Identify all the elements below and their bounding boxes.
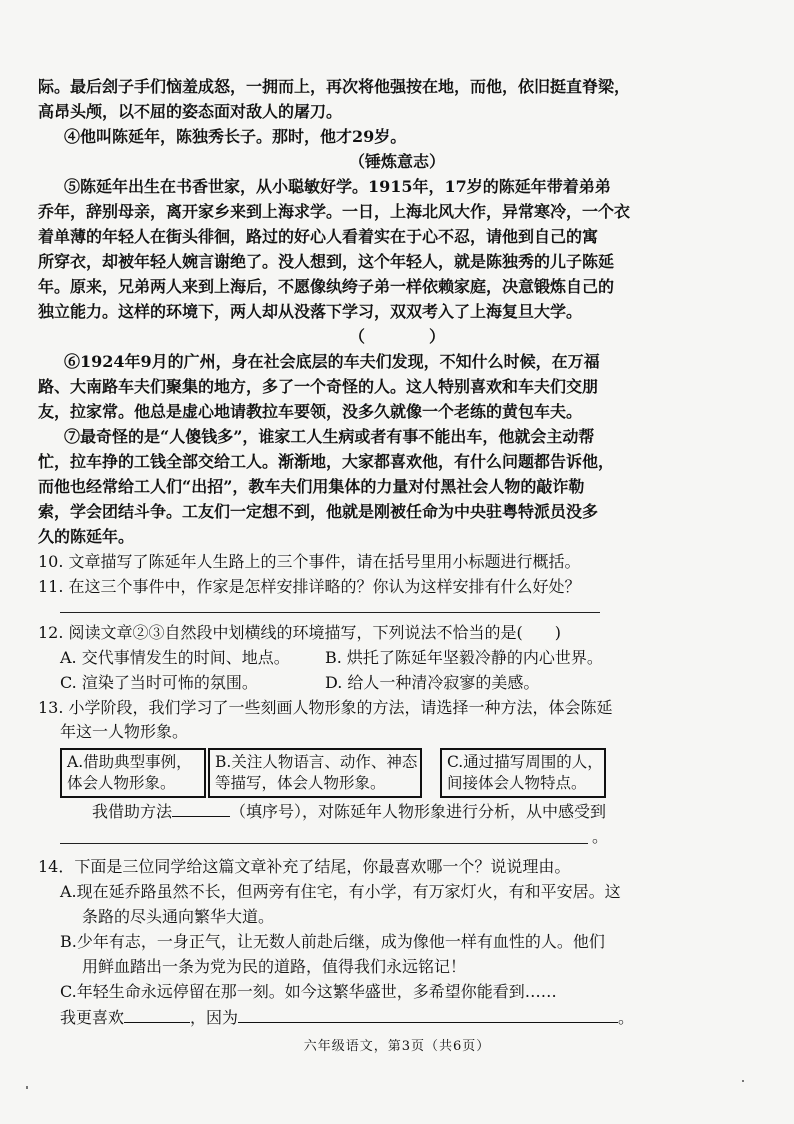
q14-option-c: C.年轻生命永远停留在那一刻。如今这繁华盛世，多希望你能看到……	[60, 982, 557, 1001]
passage-line: 着单薄的年轻人在街头徘徊，路过的好心人看着实在于心不忍，请他到自己的寓	[38, 227, 599, 246]
passage-line: 际。最后刽子手们恼羞成怒，一拥而上，再次将他强按在地，而他，依旧挺直脊梁，	[38, 77, 631, 96]
q12-option-a[interactable]: A. 交代事情发生的时间、地点。	[60, 648, 290, 667]
question-13-cont: 年这一人物形象。	[60, 722, 189, 741]
passage-line: 路、大南路车夫们聚集的地方，多了一个奇怪的人。这人特别喜欢和车夫们交朋	[38, 377, 599, 396]
q13-method-blank[interactable]	[172, 800, 230, 817]
passage-line: ⑤陈延年出生在书香世家，从小聪敏好学。1915年，17岁的陈延年带着弟弟	[64, 177, 611, 196]
q13-fill-line	[92, 800, 606, 823]
question-12: 12. 阅读文章②③自然段中划横线的环境描写，下列说法不恰当的是( )	[38, 623, 562, 642]
method-box-b-text: B.关注人物语言、动作、神态	[215, 753, 418, 771]
passage-line: ⑦最奇怪的是“人傻钱多”，谁家工人生病或者有事不能出车，他就会主动帮	[64, 427, 595, 446]
question-11: 11. 在这三个事件中，作家是怎样安排详略的？你认为这样安排有什么好处？	[38, 577, 581, 596]
method-box-a-text: A.借助典型事例，	[67, 753, 192, 771]
passage-line: 久的陈延年。	[38, 527, 135, 546]
section-subtitle-blank[interactable]: （ ）	[348, 327, 445, 346]
method-box-b-text: 等描写，体会人物形象。	[215, 774, 386, 792]
q13-period: 。	[592, 827, 609, 846]
passage-line: 忙，拉车挣的工钱全部交给工人。渐渐地，大家都喜欢他，有什么问题都告诉他，	[38, 452, 615, 471]
q12-option-d[interactable]: D. 给人一种清冷寂寥的美感。	[325, 673, 540, 692]
passage-line: 独立能力。这样的环境下，两人却从没落下学习，双双考入了上海复旦大学。	[38, 302, 583, 321]
scan-speck	[742, 1080, 744, 1082]
question-14: 14．下面是三位同学给这篇文章补充了结尾，你最喜欢哪一个？说说理由。	[38, 857, 571, 876]
q12-option-b[interactable]: B. 烘托了陈延年坚毅冷静的内心世界。	[325, 648, 603, 667]
q14-fill-because: ，因为	[190, 1008, 239, 1027]
q14-option-a: A.现在延乔路虽然不长，但两旁有住宅，有小学，有万家灯火，有和平安居。这	[60, 882, 621, 901]
passage-line: ④他叫陈延年，陈独秀长子。那时，他才29岁。	[64, 127, 407, 146]
q14-period: 。	[618, 1008, 635, 1027]
q14-fill-prefix: 我更喜欢	[60, 1008, 125, 1027]
q14-option-b-cont: 用鲜血踏出一条为党为民的道路，值得我们永远铭记！	[82, 957, 467, 976]
passage-line: 年。原来，兄弟两人来到上海后，不愿像纨绔子弟一样依赖家庭，决意锻炼自己的	[38, 277, 615, 296]
q12-option-c[interactable]: C. 渲染了当时可怖的氛围。	[60, 673, 258, 692]
question-10: 10. 文章描写了陈延年人生路上的三个事件，请在括号里用小标题进行概括。	[38, 552, 581, 571]
passage-line: 所穿衣，却被年轻人婉言谢绝了。没人想到，这个年轻人，就是陈独秀的儿子陈延	[38, 252, 615, 271]
passage-line: 乔年，辞别母亲，离开家乡来到上海求学。一日，上海北风大作，异常寒冷，一个衣	[38, 202, 631, 221]
method-box-c	[440, 748, 606, 798]
q14-choice-blank[interactable]	[124, 1006, 190, 1023]
passage-line: 索，学会团结斗争。工友们一定想不到，他就是刚被任命为中央驻粤特派员没多	[38, 502, 599, 521]
q14-option-a-cont: 条路的尽头通向繁华大道。	[82, 907, 275, 926]
answer-line-q11[interactable]	[60, 612, 600, 613]
q14-option-b: B.少年有志，一身正气，让无数人前赴后继，成为像他一样有血性的人。他们	[60, 932, 605, 951]
method-box-c-text: C.通过描写周围的人，	[447, 753, 603, 771]
scan-speck	[26, 1086, 28, 1089]
passage-line: 而他也经常给工人们“出招”，教车夫们用集体的力量对付黑社会人物的敲诈勒	[38, 477, 585, 496]
q13-fill-suffix: （填序号），对陈延年人物形象进行分析，从中感受到	[230, 802, 607, 821]
passage-line: 高昂头颅，以不屈的姿态面对敌人的屠刀。	[38, 102, 343, 121]
method-box-a-text: 体会人物形象。	[67, 774, 176, 792]
section-subtitle: （锤炼意志）	[348, 152, 445, 171]
question-13: 13. 小学阶段，我们学习了一些刻画人物形象的方法，请选择一种方法，体会陈延	[38, 698, 613, 717]
method-box-b	[208, 748, 422, 798]
passage-line: 友，拉家常。他总是虚心地请教拉车要领，没多久就像一个老练的黄包车夫。	[38, 402, 583, 421]
q14-fill-line	[60, 1006, 634, 1029]
answer-line-q13[interactable]	[60, 843, 588, 844]
q13-fill-prefix: 我借助方法	[92, 802, 173, 821]
method-box-a	[60, 748, 206, 798]
passage-line: ⑥1924年9月的广州，身在社会底层的车夫们发现，不知什么时候，在万福	[64, 352, 600, 371]
method-box-c-text: 间接体会人物特点。	[447, 774, 587, 792]
q14-reason-blank[interactable]	[238, 1006, 618, 1023]
page-footer: 六年级语文，第3页（共6页）	[303, 1039, 491, 1054]
